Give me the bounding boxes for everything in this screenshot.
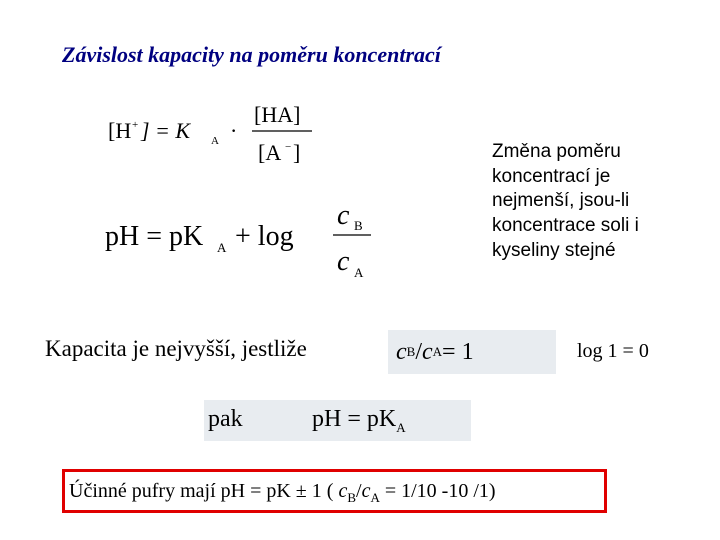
buffer-c1-sub: B	[347, 490, 356, 505]
buffer-rest: = 1/10 -10 /1)	[379, 480, 496, 502]
pak-equation	[312, 406, 406, 436]
ratio-c2: c	[422, 338, 433, 365]
buffer-slash: /	[356, 480, 362, 502]
buffer-box	[62, 469, 607, 513]
ratio-c1-sub: B	[406, 344, 416, 359]
buffer-text: Účinné pufry mají pH = pK ± 1 (	[69, 480, 339, 502]
pak-word: pak	[208, 406, 243, 432]
ratio-c2-sub: A	[432, 344, 443, 359]
eq1-lhs-sub: A	[211, 135, 219, 147]
buffer-c2: c	[361, 480, 371, 502]
slide-title: Závislost kapacity na poměru koncentrací	[62, 42, 441, 67]
pak-box	[204, 400, 471, 441]
eq1-lhs-sup: +	[132, 119, 139, 131]
eq1-lhs: [H	[108, 118, 132, 143]
capacity-line: Kapacita je nejvyšší, jestliže	[45, 336, 307, 361]
ratio-c1: c	[396, 338, 407, 365]
buffer-c1: c	[338, 480, 348, 502]
log-equation: log 1 = 0	[577, 340, 649, 362]
eq1-denominator: [A	[258, 140, 282, 165]
eq1-dot: ·	[230, 118, 238, 143]
buffer-c2-sub: A	[370, 490, 380, 505]
eq2-num-sub: B	[354, 218, 363, 233]
eq1-den-close: ]	[293, 140, 301, 165]
eq2-numerator: c	[337, 200, 350, 231]
ratio-rest: = 1	[442, 338, 474, 365]
eq1-den-sup: −	[285, 141, 292, 153]
eq2-den-sub: A	[354, 265, 364, 280]
pak-eq-sub: A	[396, 419, 406, 435]
pak-eq: pH = pK	[312, 406, 397, 432]
eq2-lhs-sub: A	[217, 240, 227, 255]
ratio-slash: /	[415, 338, 422, 365]
ratio-box	[388, 330, 556, 374]
equation-henderson-ph	[105, 190, 385, 285]
eq2-plus-log: + log	[235, 221, 294, 252]
eq2-denominator: c	[337, 246, 350, 277]
eq2-lhs: pH = pK	[105, 221, 204, 252]
note-text: Změna poměru koncentrací je nejmenší, jsou-li koncentrace soli i kyseliny stejné	[492, 141, 639, 261]
equation-henderson-ka	[108, 98, 328, 168]
eq1-lhs-close: ] = K	[141, 118, 191, 143]
eq1-numerator: [HA]	[254, 102, 301, 127]
